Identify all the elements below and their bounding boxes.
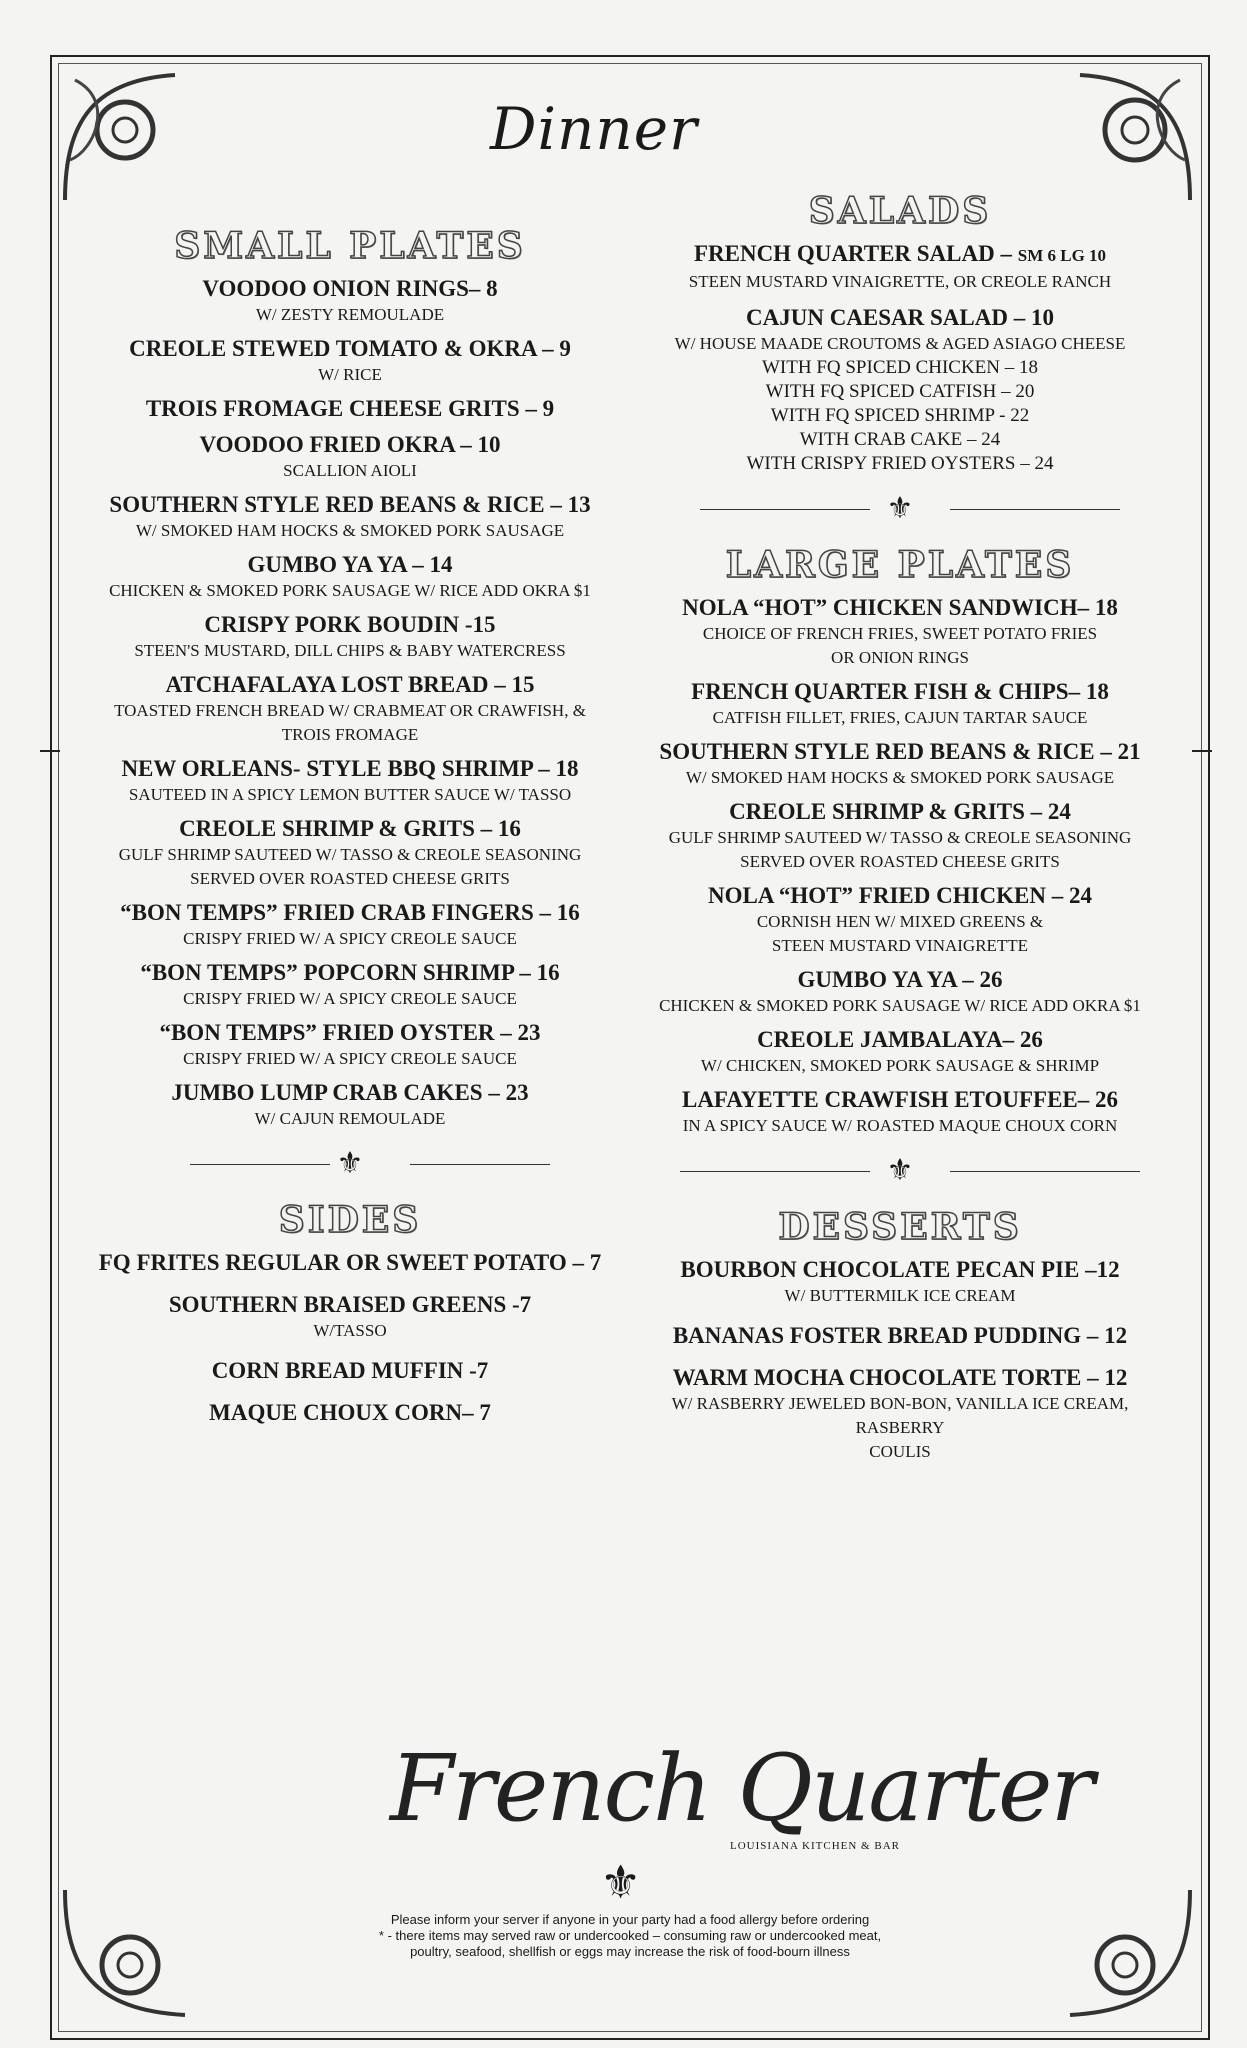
- menu-item-desc: W/ RASBERRY JEWELED BON-BON, VANILLA ICE CREAM, RASBERRY: [671, 1394, 1129, 1437]
- menu-item-desc: CHICKEN & SMOKED PORK SAUSAGE W/ RICE ADD OKRA $1: [659, 996, 1141, 1015]
- menu-item-desc: GULF SHRIMP SAUTEED W/ TASSO & CREOLE SEASONING: [668, 828, 1132, 847]
- fleur-de-lis-icon: ⚜: [886, 1154, 914, 1187]
- caesar-options: [640, 332, 1160, 476]
- menu-item-name: JUMBO LUMP CRAB CAKES – 23: [171, 1080, 529, 1105]
- menu-item-desc: CHICKEN & SMOKED PORK SAUSAGE W/ RICE ADD OKRA $1: [109, 581, 591, 600]
- allergy-notice-line: poultry, seafood, shellfish or eggs may increase the risk of food-bourn illness: [410, 1944, 850, 1959]
- menu-item-name: CREOLE SHRIMP & GRITS – 24: [729, 799, 1071, 824]
- caesar-option: WITH FQ SPICED SHRIMP - 22: [770, 405, 1030, 426]
- menu-item-desc: CORNISH HEN W/ MIXED GREENS &: [756, 912, 1044, 931]
- large-plates-list: [640, 594, 1160, 1138]
- salads-heading: SALADS: [808, 190, 992, 232]
- menu-item-desc: SERVED OVER ROASTED CHEESE GRITS: [190, 869, 510, 888]
- menu-item-name: SOUTHERN STYLE RED BEANS & RICE – 21: [659, 739, 1141, 764]
- menu-item-desc: TOASTED FRENCH BREAD W/ CRABMEAT OR CRAWFISH, &: [114, 701, 586, 720]
- menu-item-desc: CHOICE OF FRENCH FRIES, SWEET POTATO FRIES: [702, 624, 1098, 643]
- border-tick-right: [1192, 750, 1212, 752]
- ornament-top-left: [55, 60, 205, 210]
- menu-item-name: GUMBO YA YA – 14: [247, 552, 453, 577]
- menu-item-desc: COULIS: [869, 1442, 931, 1461]
- menu-item-name: WARM MOCHA CHOCOLATE TORTE – 12: [672, 1365, 1128, 1390]
- menu-item-desc: W/ CHICKEN, SMOKED PORK SAUSAGE & SHRIMP: [700, 1056, 1100, 1075]
- menu-item-name: FRENCH QUARTER FISH & CHIPS– 18: [691, 679, 1109, 704]
- logo-fleur-de-lis-icon: ⚜: [600, 1857, 642, 1908]
- menu-item-name: CREOLE JAMBALAYA– 26: [757, 1027, 1043, 1052]
- menu-item-desc: CRISPY FRIED W/ A SPICY CREOLE SAUCE: [183, 1049, 517, 1068]
- desserts-heading: DESSERTS: [778, 1206, 1022, 1248]
- divider-line: [680, 1171, 870, 1172]
- menu-item-desc: W/ BUTTERMILK ICE CREAM: [784, 1286, 1016, 1305]
- menu-item-name: CREOLE STEWED TOMATO & OKRA – 9: [129, 336, 571, 361]
- menu-item-name: SOUTHERN STYLE RED BEANS & RICE – 13: [109, 492, 591, 517]
- large-plates-heading: LARGE PLATES: [725, 544, 1075, 586]
- ornament-top-right: [1050, 60, 1200, 210]
- menu-item-desc: STEEN MUSTARD VINAIGRETTE, OR CREOLE RANCH: [688, 272, 1112, 291]
- menu-title: Dinner: [490, 95, 698, 163]
- allergy-notice-line: Please inform your server if anyone in your party had a food allergy before ordering: [390, 1912, 870, 1927]
- allergy-notice-line: * - there items may served raw or undercooked – consuming raw or undercooked meat,: [378, 1928, 882, 1943]
- menu-item-desc: W/ RICE: [318, 365, 382, 384]
- menu-item-desc: OR ONION RINGS: [831, 648, 969, 667]
- menu-item-desc: STEEN MUSTARD VINAIGRETTE: [771, 936, 1029, 955]
- caesar-option: WITH CRISPY FRIED OYSTERS – 24: [746, 453, 1054, 474]
- menu-item-desc: GULF SHRIMP SAUTEED W/ TASSO & CREOLE SEASONING: [118, 845, 582, 864]
- menu-item-desc: IN A SPICY SAUCE W/ ROASTED MAQUE CHOUX CORN: [682, 1116, 1118, 1135]
- caesar-option: WITH FQ SPICED CATFISH – 20: [765, 381, 1035, 402]
- divider-line: [950, 509, 1120, 510]
- menu-item-name: NEW ORLEANS- STYLE BBQ SHRIMP – 18: [121, 756, 579, 781]
- menu-item-desc: SAUTEED IN A SPICY LEMON BUTTER SAUCE W/ TASSO: [128, 785, 572, 804]
- fleur-de-lis-icon: ⚜: [886, 492, 914, 525]
- menu-item-name: CREOLE SHRIMP & GRITS – 16: [179, 816, 521, 841]
- sides-list: [90, 1249, 610, 1427]
- menu-item-name: NOLA “HOT” CHICKEN SANDWICH– 18: [682, 595, 1118, 620]
- menu-item-name: NOLA “HOT” FRIED CHICKEN – 24: [707, 883, 1092, 908]
- menu-item-desc: CRISPY FRIED W/ A SPICY CREOLE SAUCE: [183, 929, 517, 948]
- logo-subtitle: LOUISIANA KITCHEN & BAR: [730, 1840, 900, 1852]
- menu-item-name: [640, 240, 1160, 270]
- french-quarter-salad-price: SM 6 LG 10: [1017, 246, 1107, 265]
- menu-item-name: FQ FRITES REGULAR OR SWEET POTATO – 7: [98, 1250, 602, 1275]
- left-column: [90, 225, 610, 1427]
- menu-item-name: MAQUE CHOUX CORN– 7: [209, 1400, 491, 1425]
- right-column: [640, 190, 1160, 1464]
- menu-item-name: ATCHAFALAYA LOST BREAD – 15: [165, 672, 535, 697]
- menu-item-name: CAJUN CAESAR SALAD – 10: [746, 305, 1054, 330]
- menu-item-name: GUMBO YA YA – 26: [797, 967, 1003, 992]
- desserts-list: [640, 1256, 1160, 1464]
- menu-item-name: “BON TEMPS” FRIED CRAB FINGERS – 16: [120, 900, 580, 925]
- divider-line: [410, 1164, 550, 1165]
- menu-item-desc: CRISPY FRIED W/ A SPICY CREOLE SAUCE: [183, 989, 517, 1008]
- menu-item-name: VOODOO ONION RINGS– 8: [202, 276, 498, 301]
- caesar-option: WITH FQ SPICED CHICKEN – 18: [761, 357, 1039, 378]
- sides-heading: SIDES: [278, 1199, 422, 1241]
- menu-item-desc: W/TASSO: [313, 1321, 387, 1340]
- menu-item-desc: STEEN'S MUSTARD, DILL CHIPS & BABY WATERCRESS: [134, 641, 566, 660]
- menu-item-name: TROIS FROMAGE CHEESE GRITS – 9: [145, 396, 555, 421]
- menu-item-desc: CATFISH FILLET, FRIES, CAJUN TARTAR SAUCE: [712, 708, 1088, 727]
- small-plates-heading: SMALL PLATES: [174, 225, 526, 267]
- divider-line: [700, 509, 870, 510]
- menu-item-name: “BON TEMPS” FRIED OYSTER – 23: [159, 1020, 541, 1045]
- ornament-bottom-right: [1050, 1880, 1200, 2030]
- divider-line: [950, 1171, 1140, 1172]
- menu-item-name: LAFAYETTE CRAWFISH ETOUFFEE– 26: [681, 1087, 1119, 1112]
- menu-item-desc: W/ ZESTY REMOULADE: [255, 305, 445, 324]
- ornament-bottom-left: [55, 1880, 205, 2030]
- menu-item-name: BANANAS FOSTER BREAD PUDDING – 12: [672, 1323, 1128, 1348]
- small-plates-list: [90, 275, 610, 1131]
- section-divider: [640, 1152, 1160, 1192]
- menu-item-name: VOODOO FRIED OKRA – 10: [199, 432, 501, 457]
- menu-item-desc: SCALLION AIOLI: [283, 461, 417, 480]
- menu-item-desc: W/ SMOKED HAM HOCKS & SMOKED PORK SAUSAGE: [135, 521, 565, 540]
- menu-item-desc: SERVED OVER ROASTED CHEESE GRITS: [740, 852, 1060, 871]
- fleur-de-lis-icon: ⚜: [336, 1147, 364, 1180]
- section-divider: [90, 1145, 610, 1185]
- menu-item-name: CORN BREAD MUFFIN -7: [211, 1358, 489, 1383]
- logo-wordmark: French Quarter: [390, 1735, 1093, 1842]
- menu-item-desc: W/ SMOKED HAM HOCKS & SMOKED PORK SAUSAGE: [685, 768, 1115, 787]
- french-quarter-salad-name: FRENCH QUARTER SALAD –: [693, 241, 1012, 266]
- caesar-option: W/ HOUSE MAADE CROUTOMS & AGED ASIAGO CHEESE: [674, 334, 1126, 353]
- menu-item-name: CRISPY PORK BOUDIN -15: [204, 612, 496, 637]
- section-divider: [640, 490, 1160, 530]
- menu-item-name: SOUTHERN BRAISED GREENS -7: [168, 1292, 532, 1317]
- allergy-notice: [200, 1912, 1060, 1960]
- menu-item-name: “BON TEMPS” POPCORN SHRIMP – 16: [140, 960, 560, 985]
- caesar-option: WITH CRAB CAKE – 24: [799, 429, 1001, 450]
- menu-item-desc: W/ CAJUN REMOULADE: [254, 1109, 446, 1128]
- menu-item-name: BOURBON CHOCOLATE PECAN PIE –12: [680, 1257, 1120, 1282]
- menu-item-desc: TROIS FROMAGE: [281, 725, 419, 744]
- divider-line: [190, 1164, 330, 1165]
- border-tick-left: [40, 750, 60, 752]
